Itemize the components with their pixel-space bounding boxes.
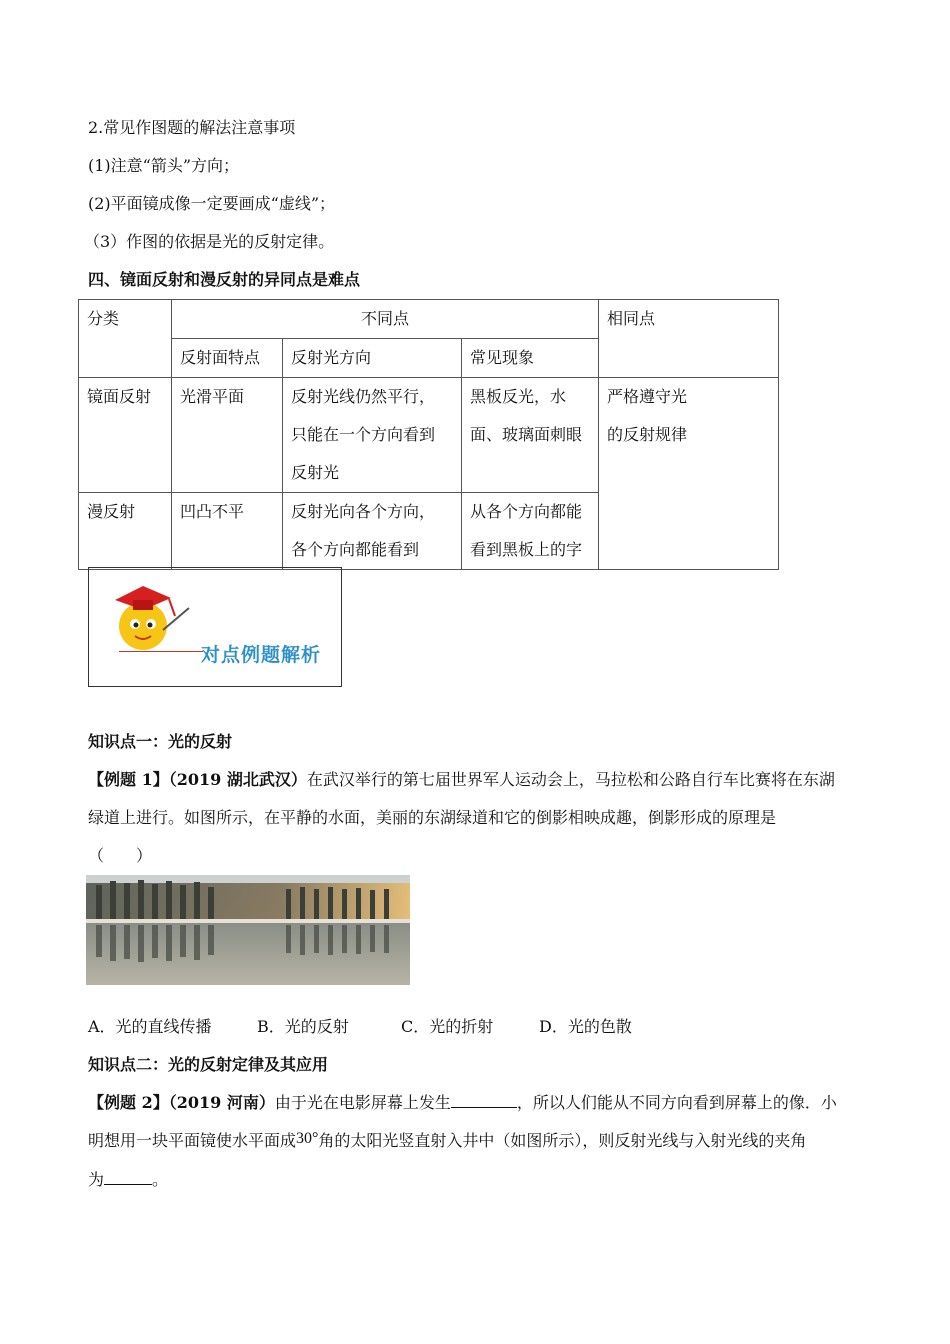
example1-tag: 【例题 1】 bbox=[88, 770, 169, 789]
option-a[interactable]: A．光的直线传播 bbox=[88, 1017, 212, 1036]
example2-line1a: 由于光在电影屏幕上发生 bbox=[274, 1093, 451, 1112]
example1-paren: （ ） bbox=[88, 846, 153, 865]
row1-phenomenon-line: 面、玻璃面刺眼 bbox=[470, 425, 583, 444]
same-line: 严格遵守光 bbox=[607, 387, 688, 406]
row1-direction-line: 反射光线仍然平行， bbox=[291, 387, 436, 406]
example2-line2b: 角的太阳光竖直射入井中（如图所示），则反射光线与入射光线的夹角 bbox=[318, 1131, 807, 1150]
notes-heading: 2.常见作图题的解法注意事项 bbox=[88, 118, 296, 137]
kp2-title: 知识点二：光的反射定律及其应用 bbox=[88, 1055, 329, 1074]
row1-surface: 光滑平面 bbox=[172, 378, 283, 493]
example2-line2a: 明想用一块平面镜使水平面成 bbox=[88, 1131, 297, 1150]
subheader-direction: 反射光方向 bbox=[283, 339, 462, 378]
example1-options bbox=[88, 1016, 788, 1038]
mascot-icon bbox=[101, 578, 211, 658]
same-cell bbox=[599, 378, 779, 570]
comparison-table bbox=[78, 299, 779, 570]
row1-phenomenon bbox=[462, 378, 599, 493]
example1-text bbox=[88, 761, 868, 875]
row1-direction-line: 反射光 bbox=[291, 463, 340, 482]
example2-source: （2019 河南） bbox=[168, 1093, 275, 1112]
answer-blank-2[interactable] bbox=[104, 1168, 152, 1185]
header-different: 不同点 bbox=[172, 300, 599, 339]
same-line: 的反射规律 bbox=[607, 425, 688, 444]
row1-direction-line: 只能在一个方向看到 bbox=[291, 425, 436, 444]
example1-source: （2019 湖北武汉） bbox=[168, 770, 307, 789]
row2-phenomenon-line: 从各个方向都能 bbox=[470, 502, 583, 521]
example2-line1b: ，所以人们能从不同方向看到屏幕上的像．小 bbox=[516, 1093, 837, 1112]
example-banner bbox=[88, 567, 342, 687]
row1-direction bbox=[283, 378, 462, 493]
lake-reflection-image bbox=[86, 875, 410, 985]
notes-item-3: （3）作图的依据是光的反射定律。 bbox=[84, 232, 335, 251]
kp1-title: 知识点一：光的反射 bbox=[88, 732, 233, 751]
row2-phenomenon-line: 看到黑板上的字 bbox=[470, 540, 583, 559]
row1-phenomenon-line: 黑板反光，水 bbox=[470, 387, 567, 406]
section4-title: 四、镜面反射和漫反射的异同点是难点 bbox=[88, 270, 361, 289]
answer-blank-1[interactable] bbox=[451, 1091, 517, 1108]
example2-tag: 【例题 2】 bbox=[88, 1093, 169, 1112]
option-b[interactable]: B．光的反射 bbox=[257, 1017, 349, 1036]
row2-name: 漫反射 bbox=[79, 493, 172, 570]
banner-divider bbox=[119, 651, 203, 652]
row2-surface: 凹凸不平 bbox=[172, 493, 283, 570]
header-same: 相同点 bbox=[599, 300, 779, 378]
header-category: 分类 bbox=[79, 300, 172, 378]
example2-text bbox=[88, 1084, 868, 1199]
row1-name: 镜面反射 bbox=[79, 378, 172, 493]
example2-line3b: 。 bbox=[152, 1170, 169, 1189]
row2-phenomenon bbox=[462, 493, 599, 570]
row2-direction-line: 各个方向都能看到 bbox=[291, 540, 420, 559]
angle-value: 30° bbox=[296, 1130, 319, 1147]
row2-direction bbox=[283, 493, 462, 570]
subheader-surface: 反射面特点 bbox=[172, 339, 283, 378]
option-d[interactable]: D．光的色散 bbox=[539, 1017, 632, 1036]
subheader-phenomenon: 常见现象 bbox=[462, 339, 599, 378]
notes-item-1: (1)注意“箭头”方向； bbox=[88, 156, 240, 175]
lake-reflection-picture bbox=[86, 875, 410, 985]
notes-item-2: (2)平面镜成像一定要画成“虚线”； bbox=[88, 194, 336, 213]
banner-title: 对点例题解析 bbox=[201, 644, 322, 666]
example1-line2: 绿道上进行。如图所示，在平静的水面，美丽的东湖绿道和它的倒影相映成趣，倒影形成的原理是 bbox=[88, 808, 777, 827]
row2-direction-line: 反射光向各个方向， bbox=[291, 502, 436, 521]
option-c[interactable]: C．光的折射 bbox=[401, 1017, 494, 1036]
table-row bbox=[79, 378, 779, 493]
example2-line3a: 为 bbox=[88, 1170, 105, 1189]
example1-line1: 在武汉举行的第七届世界军人运动会上，马拉松和公路自行车比赛将在东湖 bbox=[306, 770, 835, 789]
